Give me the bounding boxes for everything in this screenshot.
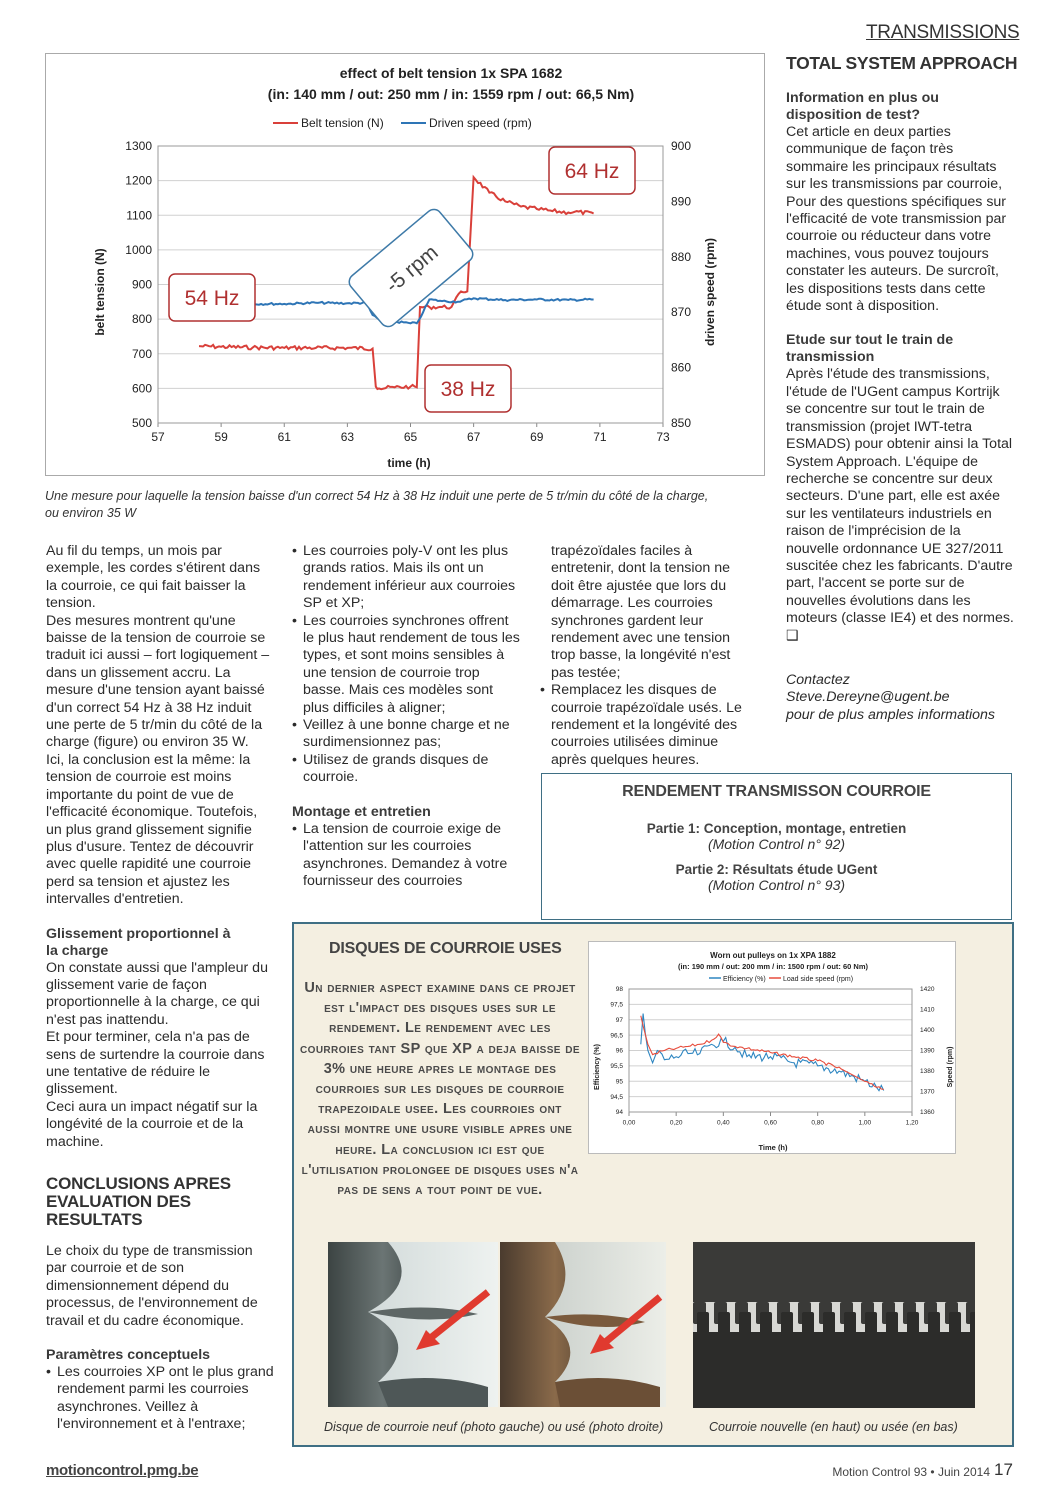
y-tick-label: 94,5 [610, 1093, 623, 1101]
y2-tick-label: 1370 [920, 1088, 935, 1096]
y2-tick-label: 1400 [920, 1027, 935, 1035]
y-tick-label: 900 [131, 277, 152, 292]
x-tick-label: 61 [277, 430, 291, 444]
disques-title: DISQUES DE COURROIE USES [329, 940, 562, 957]
photo-new-pulley [328, 1242, 498, 1407]
x-tick-label: 0,80 [811, 1119, 824, 1127]
y-tick-label: 1000 [125, 242, 152, 257]
y-tick-label: 1100 [126, 208, 152, 223]
series-line-0 [641, 1014, 884, 1091]
x-tick-label: 71 [593, 430, 607, 444]
chart1-legend-belt: Belt tension (N) [301, 116, 384, 130]
footer-page: 17 [994, 1460, 1013, 1479]
y-tick-label: 96 [615, 1047, 623, 1055]
x-tick-label: 63 [340, 430, 355, 444]
y-tick-label: 95,5 [610, 1063, 623, 1071]
y2-tick-label: 860 [671, 360, 692, 375]
y2-tick-label: 890 [671, 194, 692, 209]
chart2-ylabel: Efficiency (%) [594, 1044, 601, 1090]
col1-para-6: Ceci aura un impact négatif sur la longévité de la courroie et de la machine. [46, 1098, 258, 1150]
y-tick-label: 500 [131, 416, 152, 430]
disques-box [292, 922, 1014, 1447]
y-tick-label: 1300 [125, 139, 152, 153]
chart2-xlabel: Time (h) [758, 1143, 788, 1152]
chart2-legend [709, 976, 853, 983]
y-tick-label: 600 [131, 381, 152, 396]
x-tick-label: 65 [403, 430, 418, 444]
chart1-caption: Une mesure pour laquelle la tension baisse d'un correct 54 Hz à 38 Hz induit une perte de 5 tr/min du côté de la charge, ou environ 35 W [45, 489, 709, 520]
y-tick-label: 96,5 [610, 1032, 623, 1040]
worn-pulley-chart-svg [589, 942, 957, 1155]
y-tick-label: 700 [131, 346, 152, 361]
svg-text:-5 rpm: -5 rpm [381, 240, 443, 298]
chart2-y2label: Speed (rpm) [947, 1046, 954, 1088]
chart1-ylabel: belt tension (N) [93, 248, 107, 336]
sidebar-etude-text: Après l'étude des transmissions, l'étude de l'UGent campus Kortrijk se concentre sur tout le train de transmission (projet IWT-tetra ESMADS) pour obtenir ainsi la Total System Approach. L'équipe de recherche se concentre sur deux secteurs. D'une part, elle est axée sur les ventilateurs industriels en raison de l'imprécision de la nouvelle ordonnance UE 327/2011 suscitée chez les fabricants. D'autre part, l'accent se porte sur de nouvelles évolutions dans les moteurs (classe IE4) et des normes. ❑ [786, 366, 1014, 644]
series-line-1 [641, 1016, 884, 1090]
heading-conclusions: CONCLUSIONS APRES EVALUATION DES RESULTATS [46, 1174, 231, 1229]
caption-pulleys: Disque de courroie neuf (photo gauche) ou usé (photo droite) [324, 1420, 664, 1434]
col1-para-2: Des mesures montrent qu'une baisse de la tension de courroie se traduit ici aussi – fort logiquement – dans un glissement accru. La mesure d'une tension ayant baissé d'un correct 54 Hz à 38 Hz induit une perte de 5 tr/min du côté de la charge (figure) ou environ 35 W. [46, 612, 270, 751]
col1-para-3: Ici, la conclusion est la même: la tension de courroie est moins importante du point de vue de l'efficacité économique. Toutefois, un plus grand glissement signifie plus d'usure. Tentez de découvrir avec quelle rapidité une courroie perd sa tension et ajustez les intervalles d'entretien. [46, 751, 258, 908]
bullet-synchrones: • Les courroies synchrones offrent le plus haut rendement de tous les types, et sont moins sensibles à une tension de courroie trop basse. Mais ces modèles sont plus difficiles à aligner; [292, 612, 520, 716]
x-tick-label: 69 [530, 430, 544, 444]
belt-tension-chart [45, 53, 765, 476]
footer-site[interactable]: motioncontrol.pmg.be [46, 1462, 199, 1479]
footer-issue: Motion Control 93 • Juin 2014 [832, 1465, 990, 1479]
col1-para-1: Au fil du temps, un mois par exemple, les cordes s'étirent dans la courroie, ce qui fait baisser la tension. [46, 543, 261, 612]
column-3 [540, 543, 755, 769]
sidebar [786, 90, 1014, 724]
section-subtitle: TOTAL SYSTEM APPROACH [786, 53, 1018, 73]
x-tick-label: 59 [214, 430, 228, 444]
heading-parametres: Paramètres conceptuels [46, 1347, 211, 1364]
rendement-part1-ref: (Motion Control n° 92) [707, 836, 846, 852]
y2-tick-label: 1360 [920, 1109, 935, 1117]
chart1-y2label: driven speed (rpm) [703, 237, 717, 347]
column-1 [46, 543, 274, 1434]
x-tick-label: 0,20 [669, 1119, 683, 1127]
chart2-title: Worn out pulleys on 1x XPA 1882 [710, 951, 836, 960]
belt-tension-chart-svg [46, 54, 766, 477]
contact-email[interactable]: Steve.Dereyne@ugent.be [786, 689, 950, 706]
chart1-legend [273, 116, 532, 130]
x-tick-label: 0,00 [622, 1119, 636, 1127]
x-tick-label: 1,00 [858, 1119, 872, 1127]
rendement-part1: Partie 1: Conception, montage, entretien [646, 821, 907, 836]
col1-para-4: On constate aussi que l'ampleur du glissement varie de façon proportionnelle à la charge, ce qui n'est pas inattendu. [46, 959, 268, 1028]
chart1-subtitle: (in: 140 mm / out: 250 mm / in: 1559 rpm / out: 66,5 Nm) [267, 86, 635, 102]
worn-pulley-chart [588, 941, 956, 1154]
callout-64hz [549, 147, 635, 194]
end-mark: ❑ [786, 627, 799, 644]
photo-worn-pulley [500, 1242, 666, 1407]
chart2-legend-efficiency: Efficiency (%) [723, 976, 766, 983]
col3-para-1: trapézoïdales faciles à entretenir, dont la tension ne doit être ajustée que lors du démarrage. Les courroies synchrones gardent leur rendement avec une tension trop basse, la longévité n'est pas testée; [551, 543, 731, 681]
sidebar-info-text: Cet article en deux parties communique de façon très sommaire les principaux résultats sur les transmissions par courroie, Pour des questions spécifiques sur l'efficacité de vote transmission par courroie ou réducteur dans votre machines, vous pouvez toujours constater les auteurs. De surcroît, les dispositions tests dans cette étude sont à disposition. [786, 124, 1007, 315]
y-tick-label: 97 [615, 1016, 623, 1024]
y2-tick-label: 870 [671, 305, 692, 320]
callout-54hz [169, 274, 255, 321]
x-tick-label: 67 [466, 430, 481, 444]
bullet-disques: • Utilisez de grands disques de courroie. [292, 751, 489, 786]
y2-tick-label: 1390 [920, 1047, 935, 1055]
rendement-box [541, 773, 1012, 920]
chart1-xlabel: time (h) [387, 456, 431, 470]
heading-glissement: Glissement proportionnel à la charge [46, 925, 231, 959]
contact-label: Contactez [786, 671, 850, 688]
heading-information: Information en plus ou disposition de test? [786, 90, 939, 123]
section-label: TRANSMISSIONS [866, 22, 1020, 43]
rendement-part2: Partie 2: Résultats étude UGent [675, 862, 878, 877]
x-tick-label: 1,20 [905, 1119, 919, 1127]
chart2-subtitle: (in: 190 mm / out: 200 mm / in: 1500 rpm / out: 60 Nm) [677, 962, 869, 971]
rendement-part2-ref: (Motion Control n° 93) [707, 877, 846, 893]
bullet-tension: • La tension de courroie exige de l'attention sur les courroies asynchrones. Demandez à votre fournisseur des courroies [292, 820, 508, 889]
contact-more: pour de plus amples informations [786, 706, 995, 723]
y2-tick-label: 850 [671, 416, 692, 430]
callout-38hz [425, 365, 511, 412]
y2-tick-label: 1420 [920, 986, 935, 994]
y-tick-label: 98 [615, 986, 623, 994]
y2-tick-label: 900 [671, 139, 692, 153]
x-tick-label: 57 [151, 430, 165, 444]
y-tick-label: 95 [615, 1078, 623, 1086]
chart1-legend-speed: Driven speed (rpm) [429, 116, 532, 130]
svg-text:54 Hz: 54 Hz [184, 287, 240, 310]
chart2-legend-speed: Load side speed (rpm) [783, 976, 854, 983]
y2-tick-label: 880 [671, 249, 692, 264]
col1-para-5: Et pour terminer, cela n'a pas de sens de surtendre la courroie dans une tentative de réduire le glissement. [46, 1029, 265, 1098]
col1-para-7: Le choix du type de transmission par courroie et de son dimensionnement dépend du processus, de l'environnement de travail et du cadre économique. [46, 1243, 258, 1329]
caption-belts: Courroie nouvelle (en haut) ou usée (en bas) [709, 1420, 958, 1434]
x-tick-label: 73 [656, 430, 670, 444]
callout-minus5rpm [346, 206, 476, 330]
y2-tick-label: 1380 [920, 1068, 935, 1076]
x-tick-label: 0,60 [764, 1119, 777, 1127]
column-2 [292, 543, 520, 890]
y-tick-label: 1200 [125, 173, 152, 188]
y2-tick-label: 1410 [920, 1006, 935, 1014]
svg-text:38 Hz: 38 Hz [440, 378, 496, 401]
heading-etude: Etude sur tout le train de transmission [786, 332, 954, 366]
bullet-polyv: • Les courroies poly-V ont les plus grands ratios. Mais ils ont un rendement inférieur aux courroies SP et XP; [292, 543, 516, 612]
y-tick-label: 97,5 [610, 1001, 623, 1009]
y-tick-label: 800 [131, 312, 152, 327]
bullet-xp: • Les courroies XP ont le plus grand rendement parmi les courroies asynchrones. Veillez à l'environnement et à l'entraxe; [46, 1364, 274, 1433]
chart1-title: effect of belt tension 1x SPA 1682 [339, 65, 563, 81]
x-tick-label: 0,40 [717, 1119, 730, 1127]
bullet-charge: • Veillez à une bonne charge et ne surdimensionnez pas; [292, 717, 510, 751]
y-tick-label: 94 [615, 1109, 623, 1117]
rendement-title: RENDEMENT TRANSMISSON COURROIE [622, 783, 931, 800]
photo-belts [693, 1242, 975, 1408]
heading-montage: Montage et entretien [292, 803, 431, 820]
disques-text: Un dernier aspect examine dans ce projet est l'impact des disques uses sur le rendement. Le rendement avec les courroies tant SP que XP a deja baisse de 3% une heure apres le montage des courroies sur les disques de courroie trapezoidale usee. Les courroies ont aussi montre une usure visible apres une heure. La conclusion ici est que l'utilisation prolongee de disques uses n'a pas de sens a tout point de vue. [300, 980, 580, 1199]
svg-text:64 Hz: 64 Hz [564, 160, 620, 183]
bullet-remplacez: • Remplacez les disques de courroie trapézoïdale usés. Le rendement et la longévité des courroies utilisées diminue après quelques heures. [540, 682, 742, 768]
